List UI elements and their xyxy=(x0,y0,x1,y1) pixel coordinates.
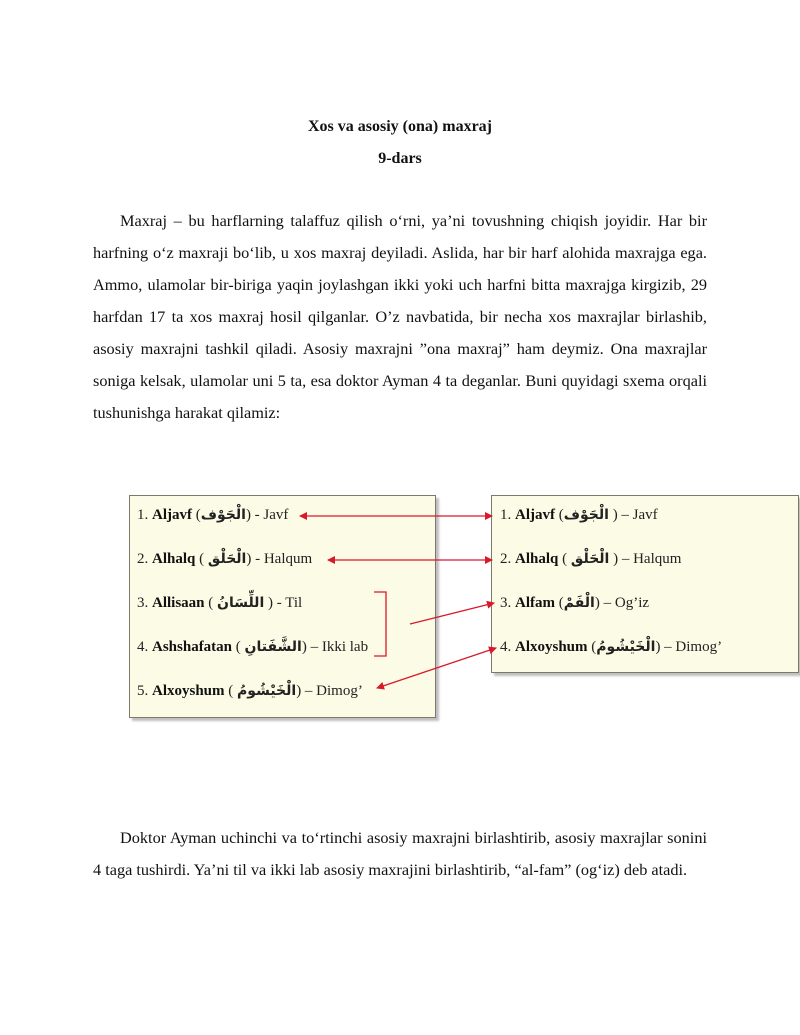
right-item-aljavf: 1. Aljavf (الْجَوْف ) – Javf xyxy=(500,507,658,523)
right-item-alfam: 3. Alfam (الْفَمْ) – Og’iz xyxy=(500,595,650,611)
right-item-alhalq: 2. Alhalq ( الْحَلْق ) – Halqum xyxy=(500,551,682,567)
left-item-alxoyshum: 5. Alxoyshum ( الْخَيْشُومُ) – Dimog’ xyxy=(137,683,363,699)
left-item-alhalq: 2. Alhalq ( الْحَلْق) - Halqum xyxy=(137,551,313,567)
left-item-ashshafatan: 4. Ashshafatan ( الشَّفَتانِ) – Ikki lab xyxy=(137,639,369,655)
right-item-alxoyshum: 4. Alxoyshum (الْخَيْشُومُ) – Dimog’ xyxy=(500,639,723,655)
left-item-allisaan: 3. Allisaan ( اللِّسَانُ ) - Til xyxy=(137,595,303,611)
conclusion-paragraph: Doktor Ayman uchinchi va to‘rtinchi asosiy maxrajni birlashtirib, asosiy maxrajlar sonini 4 taga tushirdi. Ya’ni til va ikki lab asosiy maxrajini birlashtirib, “al-fam” (og‘iz) deb atadi. xyxy=(93,828,707,879)
intro-paragraph: Maxraj – bu harflarning talaffuz qilish o‘rni, ya’ni tovushning chiqish joyidir. Har bir harfning o‘z maxraji bo‘lib, u xos maxraj deyiladi. Aslida, har bir harf alohida maxrajga ega. Ammo, ulamolar bir-biriga yaqin joylashgan ikki yoki uch harfni bitta maxrajga kirgizib, 29 harfdan 17 ta xos maxraj hosil qilganlar. O’z navbatida, bir necha xos maxrajlar birlashib, asosiy maxrajni tashkil qiladi. Asosiy maxrajni ”ona maxraj” ham deymiz. Ona maxrajlar soniga kelsak, ulamolar uni 5 ta, esa doktor Ayman 4 ta deganlar. Buni quyidagi sxema orqali tushunishga harakat qilamiz: xyxy=(93,211,707,422)
left-item-aljavf: 1. Aljavf (الْجَوْف) - Javf xyxy=(137,507,289,523)
lesson-number: 9-dars xyxy=(378,150,422,167)
page-title: Xos va asosiy (ona) maxraj xyxy=(308,118,492,135)
